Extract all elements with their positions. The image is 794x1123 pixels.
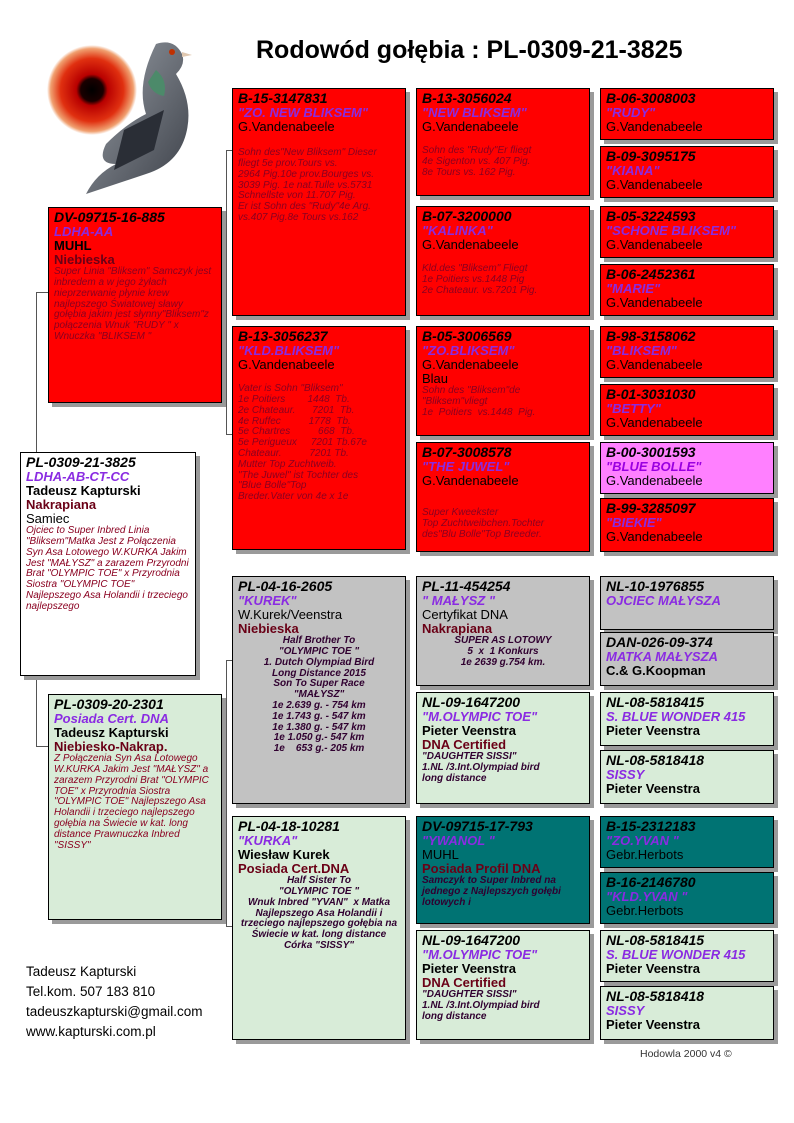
ring-number: B-98-3158062 bbox=[606, 328, 696, 344]
owner: G.Vandenabeele bbox=[606, 295, 703, 311]
owner: G.Vandenabeele bbox=[606, 357, 703, 373]
granddam-maternal-card[interactable] bbox=[232, 816, 406, 1040]
pigeon-name: "M.OLYMPIC TOE" bbox=[422, 709, 538, 725]
mother-ring: PL-0309-20-2301 bbox=[54, 696, 164, 712]
ring-number: NL-09-1647200 bbox=[422, 932, 521, 948]
subject-owner: Tadeusz Kapturski bbox=[26, 483, 141, 499]
pigeon-name: SISSY bbox=[606, 1003, 645, 1019]
contact-name: Tadeusz Kapturski bbox=[26, 964, 137, 979]
ring-number: B-13-3056024 bbox=[422, 90, 512, 106]
owner: W.Kurek/Veenstra bbox=[238, 607, 343, 623]
connector-line bbox=[226, 150, 227, 434]
ring-number: NL-08-5818418 bbox=[606, 988, 705, 1004]
owner: G.Vandenabeele bbox=[238, 357, 335, 373]
father-note: Super Linia "Bliksem" Samczyk jest inbredem a w jego żyłach nieprzerwanie płynie krew najlepszego Światowej sławy gołębia jakim jest słynny"Bliksem"z połączenia Wnuk "RUDY " x Wnuczka "BLIKSEM " bbox=[54, 266, 214, 342]
description: "DAUGHTER SISSI" 1.NL /3.Int.Olympiad bird long distance bbox=[422, 751, 540, 784]
owner: Pieter Veenstra bbox=[422, 723, 516, 739]
owner: MUHL bbox=[422, 847, 459, 863]
description: Half Sister To "OLYMPIC TOE " Wnuk Inbred "YVAN" x Matka Najlepszego Asa Holandii i trzeciego najlepszego gołębia na Świecie w kat. long distance Córka "SISSY" bbox=[240, 875, 398, 951]
owner: G.Vandenabeele bbox=[606, 415, 703, 431]
pigeon-name: "THE JUWEL" bbox=[422, 459, 510, 475]
pigeon-name: "KLD.YVAN " bbox=[606, 889, 688, 905]
g3-card-fff[interactable] bbox=[416, 88, 590, 196]
owner: G.Vandenabeele bbox=[606, 529, 703, 545]
owner: Pieter Veenstra bbox=[606, 1017, 700, 1033]
g3-card-mfm[interactable] bbox=[416, 692, 590, 804]
color: Posiada Cert.DNA bbox=[238, 861, 350, 877]
connector-line bbox=[36, 746, 48, 747]
ring-number: NL-08-5818418 bbox=[606, 752, 705, 768]
father-card[interactable] bbox=[48, 207, 222, 403]
subject-color: Nakrapiana bbox=[26, 497, 97, 513]
ring-number: B-05-3006569 bbox=[422, 328, 512, 344]
g4-card[interactable] bbox=[600, 442, 774, 494]
description: Kld.des "Bliksem" Fliegt 1e Poitiers vs.1448 Pig 2e Chateaur. vs.7201 Pig. bbox=[422, 263, 538, 296]
ring-number: B-15-2312183 bbox=[606, 818, 696, 834]
description: SUPER AS LOTOWY 5 x 1 Konkurs 1e 2639 g.754 km. bbox=[454, 635, 552, 668]
ring-number: DV-09715-17-793 bbox=[422, 818, 533, 834]
ring-number: B-05-3224593 bbox=[606, 208, 696, 224]
contact-email[interactable]: tadeuszkapturski@gmail.com bbox=[26, 1004, 203, 1019]
ring-number: B-06-2452361 bbox=[606, 266, 696, 282]
ring-number: B-99-3285097 bbox=[606, 500, 696, 516]
subject-sex: Samiec bbox=[26, 511, 70, 527]
g4-card[interactable] bbox=[600, 930, 774, 982]
owner: Wiesław Kurek bbox=[238, 847, 330, 863]
father-ring: DV-09715-16-885 bbox=[54, 209, 165, 225]
pigeon-name: OJCIEC MAŁYSZA bbox=[606, 593, 721, 609]
pigeon-name: "NEW BLIKSEM" bbox=[422, 105, 527, 121]
pigeon-name: "KIANA" bbox=[606, 163, 660, 179]
mother-name: Posiada Cert. DNA bbox=[54, 711, 169, 727]
subject-note: Ojciec to Super Inbred Linia "Bliksem"Matka Jest z Połączenia Syn Asa Lotowego W.KURKA Jakim Jest "MAŁYSZ" a zarazem Przyrodni Brat "OLYMPIC TOE" x Przyrodnia Siostra "OLYMPIC TOE" Najlepszego Asa Holandii i trzeciego najlepszego bbox=[26, 525, 192, 612]
owner: G.Vandenabeele bbox=[606, 119, 703, 135]
pigeon-name: "ZO.YVAN " bbox=[606, 833, 679, 849]
g4-card[interactable] bbox=[600, 872, 774, 924]
ring-number: B-07-3200000 bbox=[422, 208, 512, 224]
g4-card[interactable] bbox=[600, 146, 774, 198]
description: Sohn des"New Bliksem" Dieser fliegt 5e prov.Tours vs. 2964 Pig.10e prov.Bourges vs. 3039 Pig. 1e nat.Tulle vs.5731 Schnellste von 11.707 Pig. Er ist Sohn des "Rudy"4e Arg. vs.407 Pig.8e Tours vs.162 bbox=[238, 147, 377, 223]
description: Samczyk to Super Inbred na jednego z Najlepszych gołębi lotowych i bbox=[422, 875, 564, 908]
connector-line bbox=[36, 292, 48, 293]
pigeon-name: "RUDY" bbox=[606, 105, 656, 121]
owner: G.Vandenabeele bbox=[606, 473, 703, 489]
pigeon-name: "BLUE BOLLE" bbox=[606, 459, 702, 475]
ring-number: B-07-3008578 bbox=[422, 444, 512, 460]
ring-number: NL-09-1647200 bbox=[422, 694, 521, 710]
owner: G.Vandenabeele bbox=[606, 177, 703, 193]
mother-owner: Tadeusz Kapturski bbox=[54, 725, 169, 741]
grandsire-maternal-card[interactable] bbox=[232, 576, 406, 804]
mother-card[interactable] bbox=[48, 694, 222, 920]
pigeon-name: "BLIKSEM" bbox=[606, 343, 677, 359]
ring-number: DAN-026-09-374 bbox=[606, 634, 713, 650]
pigeon-name: "MARIE" bbox=[606, 281, 661, 297]
owner: Pieter Veenstra bbox=[606, 781, 700, 797]
pigeon-name: "KURKA" bbox=[238, 833, 298, 849]
contact-phone: Tel.kom. 507 183 810 bbox=[26, 984, 156, 999]
description: Sohn des "Rudy"Er fliegt 4e Sigenton vs. 407 Pig. 8e Tours vs. 162 Pig. bbox=[422, 145, 532, 178]
g4-card[interactable] bbox=[600, 576, 774, 630]
subject-name: LDHA-AB-CT-CC bbox=[26, 469, 130, 485]
subject-card[interactable] bbox=[20, 452, 196, 676]
color: Blau bbox=[422, 371, 449, 387]
g3-card-mmf[interactable] bbox=[416, 816, 590, 924]
ring-number: NL-08-5818415 bbox=[606, 932, 705, 948]
g3-card-mff[interactable] bbox=[416, 576, 590, 686]
ring-number: NL-08-5818415 bbox=[606, 694, 705, 710]
description: Super Kweekster Top Zuchtweibchen.Tochter des"Blu Bolle"Top Breeder. bbox=[422, 507, 545, 540]
owner: Gebr.Herbots bbox=[606, 847, 684, 863]
pigeon-name: "BIEKIE" bbox=[606, 515, 662, 531]
pigeon-name: S. BLUE WONDER 415 bbox=[606, 947, 746, 963]
mother-note: Z Połączenia Syn Asa Lotowego W.KURKA Jakim Jest "MAŁYSZ" a zarazem Przyrodni Brat "OLYMPIC TOE" x Przyrodnia Siostra "OLYMPIC TOE" Najlepszego Asa Holandii i trzeciego najlepszego gołębia na Świecie w kat. long distance Prawnuczka Inbred "SISSY" bbox=[54, 753, 212, 851]
granddam-paternal-card[interactable] bbox=[232, 326, 406, 550]
g4-card[interactable] bbox=[600, 264, 774, 316]
father-owner: MUHL bbox=[54, 238, 92, 254]
pigeon-name: "KALINKA" bbox=[422, 223, 493, 239]
pigeon-name: "ZO. NEW BLIKSEM" bbox=[238, 105, 369, 121]
g4-card[interactable] bbox=[600, 88, 774, 140]
description: Half Brother To "OLYMPIC TOE " 1. Dutch Olympiad Bird Long Distance 2015 Son To Super Race "MAŁYSZ" 1e 2.639 g. - 754 km 1e 1.743 g. - 547 km 1e 1.380 g. - 547 km 1e 1.050 g.- 547 km 1e 653 g.- 205 km bbox=[263, 635, 375, 755]
pigeon-name: " MAŁYSZ " bbox=[422, 593, 495, 609]
ring-number: B-13-3056237 bbox=[238, 328, 328, 344]
mother-color: Niebiesko-Nakrap. bbox=[54, 739, 168, 755]
owner: G.Vandenabeele bbox=[422, 357, 519, 373]
owner: Pieter Veenstra bbox=[606, 961, 700, 977]
ring-number: B-09-3095175 bbox=[606, 148, 696, 164]
pigeon-name: "SCHONE BLIKSEM" bbox=[606, 223, 737, 239]
pigeon-name: "KLD.BLIKSEM" bbox=[238, 343, 340, 359]
owner: C.& G.Koopman bbox=[606, 663, 706, 679]
ring-number: B-01-3031030 bbox=[606, 386, 696, 402]
pigeon-name: "YWANOL " bbox=[422, 833, 495, 849]
pigeon-name: "KUREK" bbox=[238, 593, 297, 609]
owner: Pieter Veenstra bbox=[606, 723, 700, 739]
owner: G.Vandenabeele bbox=[238, 119, 335, 135]
father-color: Niebieska bbox=[54, 252, 115, 268]
contact-block bbox=[26, 962, 203, 1042]
pigeon-name: "ZO.BLIKSEM" bbox=[422, 343, 515, 359]
owner: G.Vandenabeele bbox=[606, 237, 703, 253]
g4-card[interactable] bbox=[600, 816, 774, 868]
owner: Gebr.Herbots bbox=[606, 903, 684, 919]
pigeon-name: SISSY bbox=[606, 767, 645, 783]
g3-card-mmm[interactable] bbox=[416, 930, 590, 1040]
description: Sohn des "Bliksem"de "Bliksem"vliegt 1e Poitiers vs.1448 Pig. bbox=[422, 385, 536, 418]
description: "DAUGHTER SISSI" 1.NL /3.Int.Olympiad bird long distance bbox=[422, 989, 540, 1022]
color: Niebieska bbox=[238, 621, 299, 637]
connector-line bbox=[36, 292, 37, 452]
ring-number: B-16-2146780 bbox=[606, 874, 696, 890]
g3-card-fmf[interactable] bbox=[416, 326, 590, 436]
color: Nakrapiana bbox=[422, 621, 493, 637]
pigeon-name: S. BLUE WONDER 415 bbox=[606, 709, 746, 725]
color: Posiada Profil DNA bbox=[422, 861, 541, 877]
g4-card[interactable] bbox=[600, 206, 774, 258]
footer-credit: Hodowla 2000 v4 © bbox=[640, 1048, 732, 1060]
page-title: Rodowód gołębia : PL-0309-21-3825 bbox=[256, 36, 683, 64]
ring-number: PL-04-16-2605 bbox=[238, 578, 333, 594]
owner: Certyfikat DNA bbox=[422, 607, 508, 623]
connector-line bbox=[226, 660, 227, 926]
ring-number: NL-10-1976855 bbox=[606, 578, 705, 594]
g4-card[interactable] bbox=[600, 326, 774, 378]
g4-card[interactable] bbox=[600, 692, 774, 746]
g4-card[interactable] bbox=[600, 384, 774, 436]
grandsire-paternal-card[interactable] bbox=[232, 88, 406, 316]
color: DNA Certified bbox=[422, 975, 507, 991]
g4-card[interactable] bbox=[600, 632, 774, 686]
ring-number: PL-11-454254 bbox=[422, 578, 511, 594]
pigeon-name: MATKA MAŁYSZA bbox=[606, 649, 718, 665]
color: DNA Certified bbox=[422, 737, 507, 753]
g4-card[interactable] bbox=[600, 986, 774, 1040]
father-name: LDHA-AA bbox=[54, 224, 114, 240]
owner: G.Vandenabeele bbox=[422, 237, 519, 253]
ring-number: B-15-3147831 bbox=[238, 90, 328, 106]
g4-card[interactable] bbox=[600, 750, 774, 804]
g3-card-ffm[interactable] bbox=[416, 206, 590, 316]
owner: G.Vandenabeele bbox=[422, 473, 519, 489]
pigeon-name: "M.OLYMPIC TOE" bbox=[422, 947, 538, 963]
pigeon-logo-icon bbox=[44, 30, 204, 200]
g4-card[interactable] bbox=[600, 498, 774, 552]
ring-number: B-00-3001593 bbox=[606, 444, 696, 460]
description: Vater is Sohn "Bliksem" 1e Poitiers 1448 Tb. 2e Chateaur. 7201 Tb. 4e Ruffec 1778 Tb. 5e Chartres 668 Tb. 5e Perigueux 7201 Tb.67e Chateaur. 7201 Tb. Mutter Top Zuchtweib. "The Juwel" ist Tochter des "Blue Bolle"Top Breder.Vater von 4e x 1e bbox=[238, 383, 367, 503]
contact-website[interactable]: www.kapturski.com.pl bbox=[26, 1024, 156, 1039]
connector-line bbox=[36, 678, 37, 746]
subject-ring: PL-0309-21-3825 bbox=[26, 454, 136, 470]
ring-number: PL-04-18-10281 bbox=[238, 818, 340, 834]
pigeon-name: "BETTY" bbox=[606, 401, 661, 417]
ring-number: B-06-3008003 bbox=[606, 90, 696, 106]
owner: Pieter Veenstra bbox=[422, 961, 516, 977]
g3-card-fmm[interactable] bbox=[416, 442, 590, 552]
owner: G.Vandenabeele bbox=[422, 119, 519, 135]
